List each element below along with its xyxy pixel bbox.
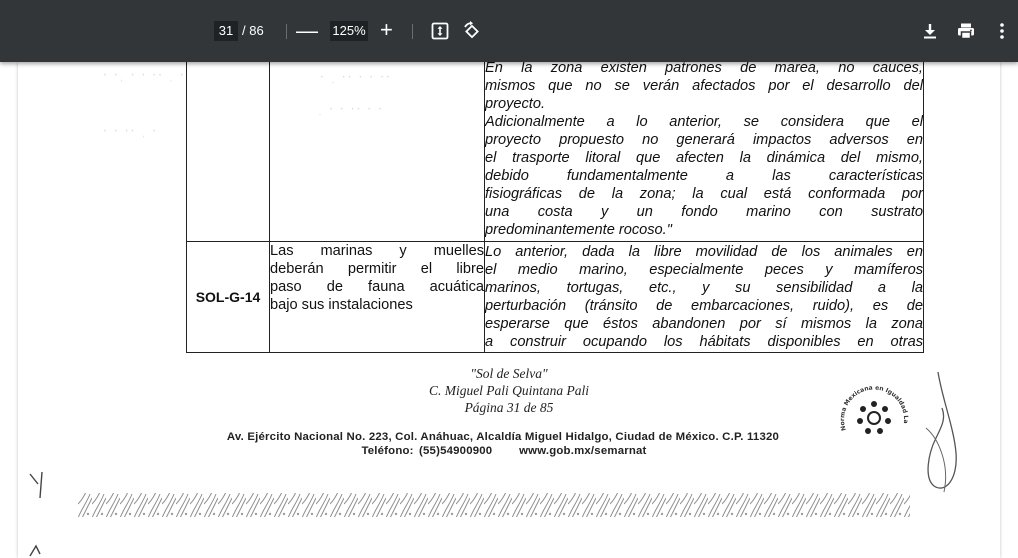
footer-page-label: Página 31 de 85	[464, 400, 554, 415]
show-through-decoration: ‧ ‧ ‧‧ ˌ ‧	[103, 124, 159, 138]
table-row	[187, 62, 924, 242]
paragraph	[485, 113, 923, 239]
footer-phone: Teléfono: (55)54900900	[361, 445, 493, 457]
table-cell	[270, 62, 485, 242]
analysis-cell-top	[485, 62, 924, 242]
text-line: fisiográficas de la zona; la cual está conformada por	[485, 186, 923, 202]
analysis-cell	[485, 242, 924, 353]
pdf-toolbar	[0, 0, 1018, 62]
text-line: mismos que no se verán afectados por el desarrollo del	[485, 78, 923, 94]
requirement-text	[270, 242, 485, 353]
table-cell	[187, 62, 270, 242]
footer-website: www.gob.mx/semarnat	[519, 445, 647, 457]
text-line: el medio marino, especialmente peces y mamíferos	[485, 262, 923, 278]
more-menu-icon[interactable]	[989, 18, 1015, 44]
footer-promoter: C. Miguel Pali Quintana Pali	[428, 383, 590, 398]
show-through-decoration: ˌ ‧ ‧ ‧‧ ‧ ‧	[318, 102, 384, 116]
fit-page-icon[interactable]	[427, 18, 453, 44]
pen-mark	[26, 542, 46, 558]
zoom-in-button[interactable]: +	[380, 17, 393, 42]
text-line: perturbación (tránsito de embarcaciones, ruido), es de	[485, 298, 923, 314]
print-icon[interactable]	[953, 18, 979, 44]
page-number-input[interactable]: 31	[214, 21, 238, 41]
show-through-decoration: ‧ ‧ˌ ‧ ‧ ‧‧ ˌ ‧	[103, 68, 186, 82]
text-line: En la zona existen patrones de marea, no cauces,	[485, 62, 923, 76]
footer-project: "Sol de Selva"	[470, 366, 548, 381]
text-line: a construir ocupando los hábitats disponibles en otras	[485, 334, 923, 350]
paragraph	[485, 62, 923, 113]
footer-address: Av. Ejército Nacional No. 223, Col. Anáhuac, Alcaldía Miguel Hidalgo, Ciudad de México. C.P. 11320	[226, 431, 780, 443]
pdf-page	[18, 62, 1000, 558]
download-icon[interactable]	[917, 18, 943, 44]
table-row	[187, 242, 924, 353]
text-line: Las marinas y muelles	[270, 243, 484, 259]
seal-text: Norma Mexicana en Igualdad La	[839, 384, 910, 432]
toolbar-divider	[412, 24, 413, 39]
text-line: paso de fauna acuática	[270, 279, 484, 295]
text-line: marinos, tortugas, etc., y su sensibilidad a la	[485, 280, 923, 296]
decorative-pattern-band	[78, 490, 910, 520]
text-line: bajo sus instalaciones	[270, 297, 413, 313]
text-line: Lo anterior, dada la libre movilidad de los animales en	[485, 244, 923, 260]
text-line: una costa y un fondo marino con sustrato	[485, 204, 923, 220]
text-line: esperarse que éstos abandonen por sí mismos la zona	[485, 316, 923, 332]
zoom-out-button[interactable]: —	[296, 18, 318, 43]
pen-mark	[24, 468, 54, 508]
text-line: proyecto propuesto no generará impactos adversos en	[485, 132, 923, 148]
requirement-code: SOL-G-14	[187, 242, 270, 353]
text-line: el trasporte litoral que afecten la dinámica del mismo,	[485, 150, 923, 166]
text-line: deberán permitir el libre	[270, 261, 484, 277]
requirements-table	[186, 62, 924, 353]
signature-scribble	[898, 368, 968, 498]
zoom-level-input[interactable]: 125%	[330, 21, 368, 41]
show-through-decoration: ‧ ˌ ‧‧ ‧ ‧ ‧‧	[320, 70, 392, 84]
text-line: predominantemente rocoso."	[485, 222, 672, 238]
rotate-icon[interactable]	[459, 18, 485, 44]
toolbar-divider	[286, 24, 287, 39]
text-line: proyecto.	[485, 96, 546, 112]
text-line: Adicionalmente a lo anterior, se considera que el	[485, 114, 923, 130]
text-line: debido fundamentalmente a las características	[485, 168, 923, 184]
page-total-label: / 86	[242, 23, 264, 38]
